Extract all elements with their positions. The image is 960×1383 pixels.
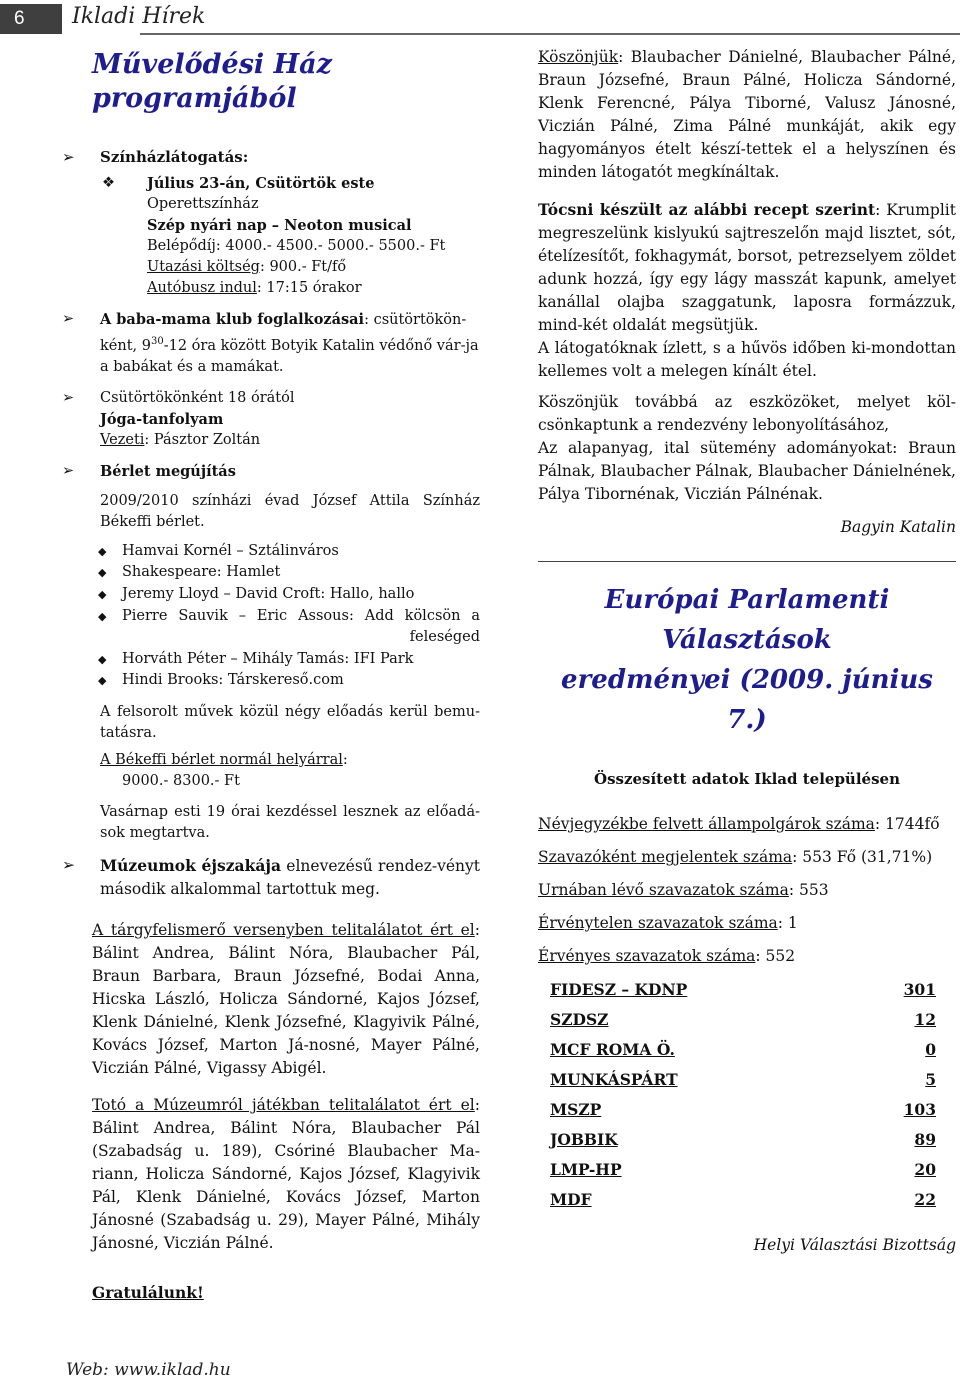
thanks-tools: Köszönjük továbbá az eszközöket, melyet köl-csönkaptunk a rendezvény lebonyolításához,	[538, 393, 956, 434]
table-row: MUNKÁSPÁRT 5	[550, 1070, 936, 1089]
yoga-title: Jóga-tanfolyam	[100, 410, 224, 428]
footer-web: Web: www.iklad.hu	[66, 1360, 231, 1380]
yoga-item: ➢ Csütörtökönként 18 órától Jóga-tanfolyam Vezeti: Pásztor Zoltán	[62, 388, 480, 451]
diamond-bullet-icon: ◆	[98, 544, 107, 558]
left-column	[62, 48, 480, 1304]
season-item: ➢ Bérlet megújítás	[62, 462, 236, 480]
newspaper-title: Ikladi Hírek	[72, 4, 206, 29]
babyclub-item: ➢ A baba-mama klub foglalkozásai: csütörtökön-ként, $9^{30}-12$ óra között Botyik Katalin védőnő vár-ja a babákat és a mamákat.	[62, 311, 479, 375]
theatre-label: Színházlátogatás:	[100, 148, 249, 166]
season-price: A Békeffi bérlet normál helyárral:	[100, 751, 348, 768]
list-item: Névjegyzékbe felvett állampolgárok száma: 1744fő	[538, 815, 940, 833]
table-row: JOBBIK 89	[550, 1130, 936, 1149]
arrowhead-bullet-icon: ➢	[62, 855, 75, 874]
list-item: Érvényes szavazatok száma: 552	[538, 947, 796, 965]
table-row: SZDSZ 12	[550, 1010, 936, 1029]
header-rule	[140, 33, 960, 35]
diamond-bullet-icon: ◆	[98, 674, 107, 688]
travel-cost: Utazási költség: 900.- Ft/fő	[147, 259, 347, 275]
page-number: 6	[0, 4, 62, 34]
table-row: MSZP 103	[550, 1100, 936, 1119]
diamond-star-bullet-icon: ❖	[102, 175, 115, 191]
section-heading: Művelődési Ház programjából	[92, 49, 332, 114]
thanks-donations: Az alapanyag, ital sütemény adományokat: Braun Pálnak, Blaubacher Pálnak, Blaubacher Dánielnének, Pálya Tibornénak, Viczián Pálnénak.	[538, 439, 956, 503]
list-item: Szavazóként megjelentek száma: 553 Fő (31,71%)	[538, 848, 933, 866]
ticket-price: Belépődíj: 4000.- 4500.- 5000.- 5500.- Ft	[147, 238, 446, 254]
arrowhead-bullet-icon: ➢	[62, 389, 75, 406]
results-table	[550, 978, 936, 1218]
winners-quiz: A tárgyfelismerő versenyben telitalálatot ért el: Bálint Andrea, Bálint Nóra, Blaubacher Pál, Braun Barbara, Braun Józsefné, Bodai Anna, Hicska László, Holicza Sándorné, Kajos József, Klenk Dánielné, Klenk Józsefné, Klagyivik Pálné, Kovács József, Marton Já-nosné, Mayer Pálné, Viczián Pálné, Vigassy Abigél.	[92, 920, 480, 1077]
theatre-details	[62, 173, 480, 299]
arrowhead-bullet-icon: ➢	[62, 148, 75, 166]
divider	[538, 561, 956, 562]
list-item: Urnában lévő szavazatok száma: 553	[538, 881, 829, 899]
season-price-value: 9000.- 8300.- Ft	[122, 772, 240, 789]
theatre-show: Szép nyári nap – Neoton musical	[147, 217, 412, 234]
theatre-item	[62, 146, 480, 169]
recipe-paragraph-2: A látogatóknak ízlett, s a hűvös időben ki-mondottan kellemes volt a melegen kínált étel.	[538, 339, 956, 380]
theatre-venue: Operettszínház	[147, 196, 259, 212]
arrowhead-bullet-icon: ➢	[62, 311, 75, 327]
diamond-bullet-icon: ◆	[98, 652, 107, 666]
diamond-bullet-icon: ◆	[98, 588, 107, 602]
museum-item: ➢ Múzeumok éjszakája elnevezésű rendez-vényt második alkalommal tartottuk meg.	[62, 855, 480, 898]
season-intro: 2009/2010 színházi évad József Attila Színház Békeffi bérlet.	[100, 492, 480, 530]
thanks-paragraph: Köszönjük: Blaubacher Dánielné, Blaubacher Pálné, Braun Józsefné, Braun Pálné, Holicza Sándorné, Klenk Ferencné, Pálya Tiborné, Valusz Jánosné, Viczián Pálné, Zima Pálné munkáját, akik egy hagyományos ételt készí-tettek el a helyszínen és minden látogatót megkínáltak.	[538, 48, 956, 181]
theatre-date: Július 23-án, Csütörtök este	[147, 175, 375, 192]
signature-author: Bagyin Katalin	[840, 518, 956, 536]
play-list	[62, 541, 480, 692]
list-item: ◆ Shakespeare: Hamlet	[62, 562, 480, 584]
list-item: ◆ Pierre Sauvik – Eric Assous: Add kölcsön a feleséged	[98, 607, 480, 646]
arrowhead-bullet-icon: ➢	[62, 462, 75, 479]
summary-heading: Összesített adatok Iklad településen	[594, 770, 900, 788]
election-heading: Európai Parlamenti Választások eredményei (2009. június 7.)	[561, 585, 933, 735]
congrats: Gratulálunk!	[92, 1282, 204, 1302]
diamond-bullet-icon: ◆	[98, 566, 107, 580]
winners-toto: Totó a Múzeumról játékban telitalálatot ért el: Bálint Andrea, Bálint Nóra, Blaubacher Pál (Szabadság u. 189), Csóriné Blaubacher Ma-riann, Holicza Sándorné, Kajos József, Klagyivik Pál, Klenk Dánielné, Kovács József, Marton Jánosné (Szabadság u. 29), Mayer Pálné, Mihály Jánosné, Viczián Pálné.	[92, 1095, 480, 1252]
signature-committee: Helyi Választási Bizottság	[753, 1236, 956, 1254]
diamond-bullet-icon: ◆	[98, 609, 107, 623]
bus-departure: Autóbusz indul: 17:15 órakor	[147, 280, 362, 296]
recipe-paragraph: Tócsni készült az alábbi recept szerint: Krumplit megreszelünk kislyukú sajtreszelőn majd lisztet, sót, ételízesítőt, fokhagymát, borsot, petrezselyem zöldet adunk hozzá, így egy lágy masszát kapunk, amelyet kanállal olajba szaggatunk, laposra formázzuk, mind-két oldalát megsütjük.	[538, 200, 956, 334]
table-row: LMP-HP 20	[550, 1160, 936, 1179]
table-row: MCF ROMA Ö. 0	[550, 1040, 936, 1059]
stats-list	[538, 813, 956, 968]
page-header	[0, 0, 960, 38]
season-note: A felsorolt művek közül négy előadás kerül bemu-tatásra.	[100, 703, 480, 741]
list-item: ◆ Hamvai Kornél – Sztálinváros	[62, 541, 480, 563]
list-item: Érvénytelen szavazatok száma: 1	[538, 914, 798, 932]
list-item: ◆ Hindi Brooks: Társkereső.com	[62, 670, 480, 692]
right-column	[538, 46, 956, 1257]
list-item: ◆ Horváth Péter – Mihály Tamás: IFI Park	[62, 649, 480, 671]
sunday-note: Vasárnap esti 19 órai kezdéssel lesznek az előadá-sok megtartva.	[100, 803, 480, 841]
table-row: MDF 22	[550, 1190, 936, 1209]
table-row: FIDESZ – KDNP 301	[550, 980, 936, 999]
list-item: ◆ Jeremy Lloyd – David Croft: Hallo, hallo	[62, 584, 480, 606]
